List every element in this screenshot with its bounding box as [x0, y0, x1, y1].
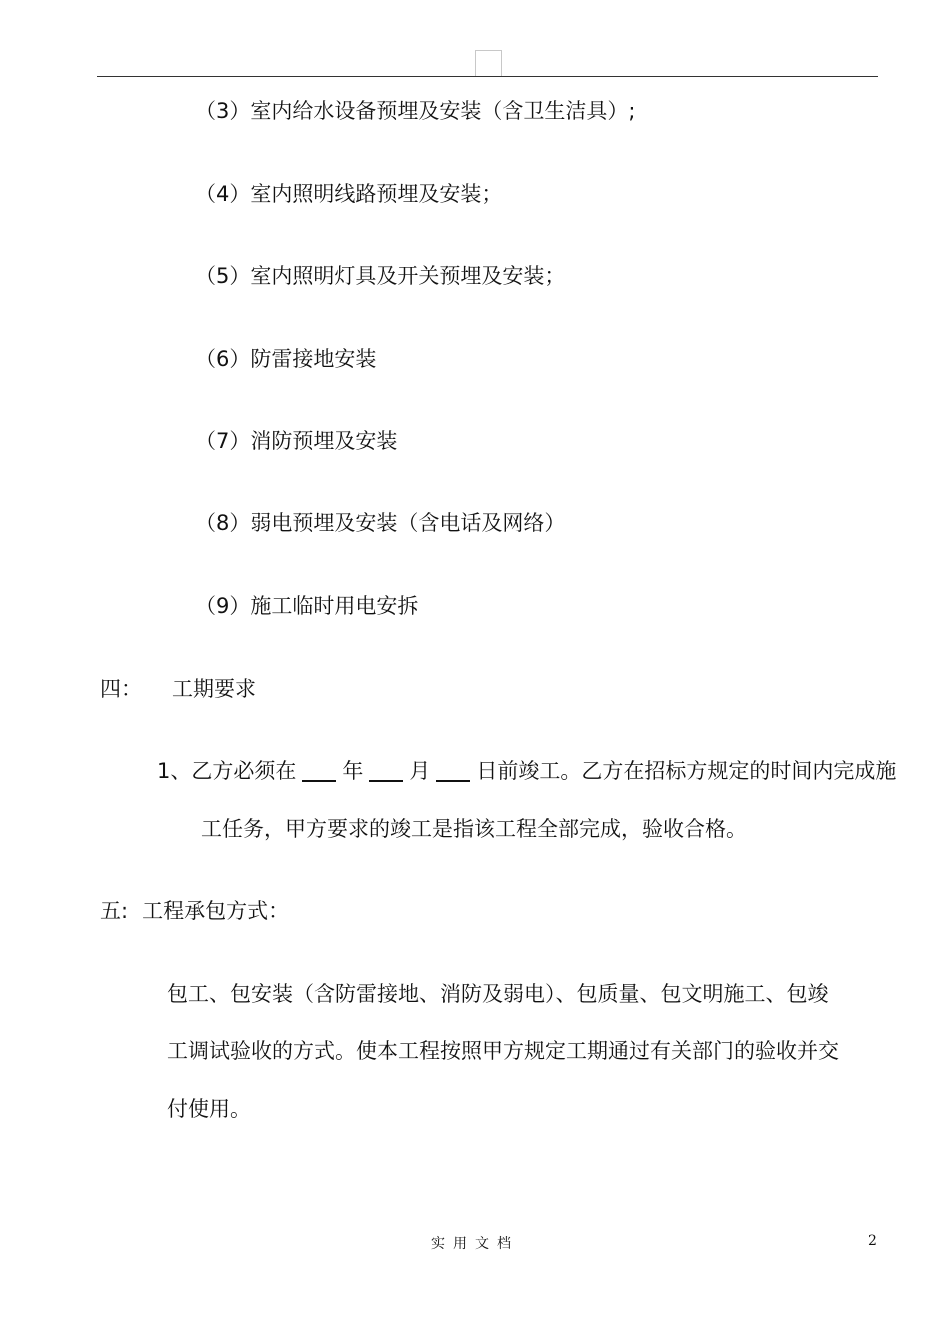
page-number: 2	[868, 1233, 877, 1249]
clause-1-line-2: 工任务，甲方要求的竣工是指该工程全部完成，验收合格。	[201, 817, 747, 841]
section-title: 工期要求	[172, 677, 256, 701]
clause-1-line-1	[157, 758, 896, 784]
footer-text: 实用文档	[431, 1236, 519, 1252]
paragraph-line: 包工、包安装（含防雷接地、消防及弱电）、包质量、包文明施工、包竣	[167, 982, 829, 1006]
paragraph-line: 工调试验收的方式。使本工程按照甲方规定工期通过有关部门的验收并交	[167, 1039, 839, 1063]
list-item: （7）消防预埋及安装	[195, 429, 398, 453]
blank-month	[369, 758, 403, 782]
section-number: 四：	[100, 677, 142, 701]
list-item: （9）施工临时用电安拆	[195, 594, 419, 618]
header-rule	[97, 76, 878, 77]
header-box	[475, 50, 502, 77]
list-item: （4）室内照明线路预埋及安装；	[195, 182, 503, 206]
clause-text: 1、乙方必须在	[157, 759, 297, 783]
month-label: 月	[409, 759, 431, 783]
clause-text: 日前竣工。乙方在招标方规定的时间内完成施	[476, 759, 897, 783]
section-5-heading	[100, 898, 289, 924]
section-title: 工程承包方式：	[142, 899, 290, 923]
paragraph-line: 付使用。	[167, 1097, 251, 1121]
list-item: （6）防雷接地安装	[195, 347, 377, 371]
blank-year	[302, 758, 336, 782]
section-4-heading	[100, 676, 256, 702]
blank-day	[436, 758, 470, 782]
year-label: 年	[342, 759, 364, 783]
list-item: （8）弱电预埋及安装（含电话及网络）	[195, 511, 566, 535]
section-number: 五:	[100, 899, 129, 923]
list-item: （5）室内照明灯具及开关预埋及安装；	[195, 264, 566, 288]
list-item: （3）室内给水设备预埋及安装（含卫生洁具）;	[195, 99, 636, 123]
